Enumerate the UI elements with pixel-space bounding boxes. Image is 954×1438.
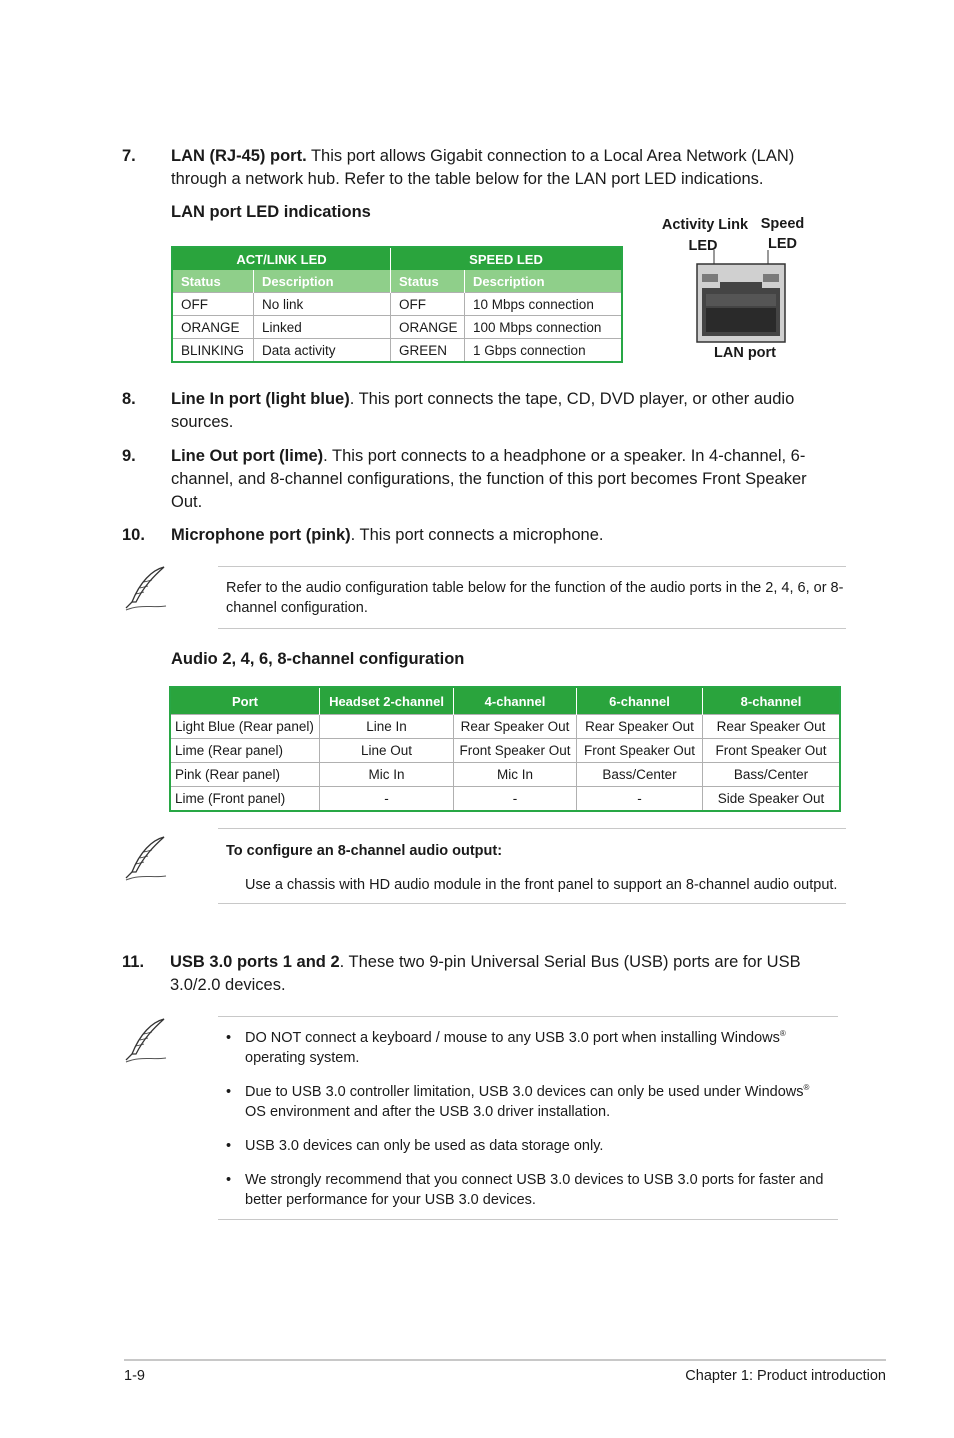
table-row bbox=[172, 339, 622, 363]
bullet-text: We strongly recommend that you connect USB 3.0 devices to USB 3.0 ports for faster and better performance for your USB 3.0 devices. bbox=[245, 1172, 824, 1208]
table-cell: ORANGE bbox=[391, 316, 465, 339]
audio-header: 8-channel bbox=[703, 687, 841, 715]
item-title: Line Out port (lime) bbox=[171, 447, 324, 465]
item-11 bbox=[122, 951, 844, 997]
speed-label-line: Speed bbox=[760, 216, 805, 232]
table-cell: Line Out bbox=[320, 739, 454, 763]
note-usb bbox=[218, 1016, 838, 1220]
table-row bbox=[172, 316, 622, 339]
item-body: . This port connects to a headphone or a speaker. In 4-channel, 6-channel, and 8-channel configurations, the function of this port becomes Front Speaker Out. bbox=[171, 447, 807, 511]
page-number: 1-9 bbox=[124, 1368, 145, 1384]
note-8-channel bbox=[218, 828, 846, 904]
bullet-text: DO NOT connect a keyboard / mouse to any USB 3.0 port when installing Windows bbox=[245, 1030, 780, 1046]
table-cell: Line In bbox=[320, 715, 454, 739]
item-8 bbox=[122, 388, 842, 434]
table-cell: Front Speaker Out bbox=[703, 739, 841, 763]
lan-led-table bbox=[171, 246, 623, 363]
audio-header: Headset 2-channel bbox=[320, 687, 454, 715]
table-cell: ORANGE bbox=[172, 316, 254, 339]
note-audio-config bbox=[218, 566, 846, 629]
bullet-icon: • bbox=[226, 1084, 232, 1100]
note-feather-icon bbox=[122, 564, 170, 612]
note-feather-icon bbox=[122, 1016, 170, 1064]
item-number: 8. bbox=[122, 390, 136, 408]
item-body: . These two 9-pin Universal Serial Bus (USB) ports are for USB 3.0/2.0 devices. bbox=[170, 953, 801, 994]
table-cell: Lime (Front panel) bbox=[170, 787, 320, 812]
table-cell: OFF bbox=[391, 293, 465, 316]
lan-subheader: Status bbox=[172, 270, 254, 293]
item-10 bbox=[122, 524, 842, 547]
audio-config-table bbox=[169, 686, 841, 812]
bullet-icon: • bbox=[226, 1030, 232, 1046]
bullet-text: Due to USB 3.0 controller limitation, USB 3.0 devices can only be used under Windows bbox=[245, 1084, 804, 1100]
note-text: Refer to the audio configuration table below for the function of the audio ports in the 2, 4, 6, or 8-channel configuration. bbox=[226, 580, 844, 616]
table-cell: Light Blue (Rear panel) bbox=[170, 715, 320, 739]
item-title: LAN (RJ-45) port. bbox=[171, 147, 307, 165]
table-cell: GREEN bbox=[391, 339, 465, 363]
speed-label-line: LED bbox=[768, 236, 797, 252]
table-row bbox=[170, 787, 840, 812]
bullet-text: USB 3.0 devices can only be used as data storage only. bbox=[245, 1138, 604, 1154]
note-feather-icon bbox=[122, 834, 170, 882]
table-cell: No link bbox=[254, 293, 391, 316]
list-item bbox=[226, 1028, 838, 1068]
item-9 bbox=[122, 445, 842, 514]
speed-led-label bbox=[755, 214, 810, 254]
list-item bbox=[226, 1136, 838, 1156]
table-cell: OFF bbox=[172, 293, 254, 316]
footer-divider bbox=[124, 1359, 886, 1361]
table-cell: Lime (Rear panel) bbox=[170, 739, 320, 763]
table-cell: Rear Speaker Out bbox=[703, 715, 841, 739]
lan-group-header: SPEED LED bbox=[391, 247, 623, 270]
list-item bbox=[226, 1170, 825, 1210]
item-title: Line In port (light blue) bbox=[171, 390, 350, 408]
lan-port-icon bbox=[690, 250, 790, 346]
audio-header: Port bbox=[170, 687, 320, 715]
bullet-text: OS environment and after the USB 3.0 driver installation. bbox=[245, 1104, 611, 1120]
lan-port-label: LAN port bbox=[713, 345, 776, 361]
lan-subheader: Description bbox=[254, 270, 391, 293]
registered-mark: ® bbox=[803, 1083, 810, 1093]
activity-label-line: LED bbox=[688, 238, 718, 254]
lan-heading: LAN port LED indications bbox=[171, 203, 371, 221]
item-body: . This port connects the tape, CD, DVD player, or other audio sources. bbox=[171, 390, 795, 431]
table-cell: Rear Speaker Out bbox=[577, 715, 703, 739]
table-cell: Pink (Rear panel) bbox=[170, 763, 320, 787]
table-cell: 1 Gbps connection bbox=[465, 339, 623, 363]
item-title: USB 3.0 ports 1 and 2 bbox=[170, 953, 340, 971]
list-item bbox=[226, 1082, 838, 1122]
item-number: 9. bbox=[122, 447, 136, 465]
item-number: 7. bbox=[122, 147, 136, 165]
lan-group-header: ACT/LINK LED bbox=[172, 247, 391, 270]
table-cell: Bass/Center bbox=[703, 763, 841, 787]
table-cell: - bbox=[577, 787, 703, 812]
item-title: Microphone port (pink) bbox=[171, 526, 351, 544]
table-cell: Data activity bbox=[254, 339, 391, 363]
item-7 bbox=[122, 145, 842, 191]
table-row bbox=[170, 739, 840, 763]
table-cell: Linked bbox=[254, 316, 391, 339]
table-cell: 100 Mbps connection bbox=[465, 316, 623, 339]
bullet-text: operating system. bbox=[245, 1050, 360, 1066]
table-row bbox=[170, 715, 840, 739]
table-row bbox=[170, 763, 840, 787]
item-body: This port allows Gigabit connection to a Local Area Network (LAN) through a network hub. Refer to the table below for the LAN port LED indications. bbox=[171, 147, 795, 188]
table-cell: - bbox=[320, 787, 454, 812]
item-number: 10. bbox=[122, 526, 145, 544]
note-text: Use a chassis with HD audio module in the front panel to support an 8-channel audio output. bbox=[245, 877, 838, 893]
table-cell: 10 Mbps connection bbox=[465, 293, 623, 316]
table-row bbox=[172, 293, 622, 316]
activity-label-line: Activity Link bbox=[661, 217, 749, 233]
item-number: 11. bbox=[122, 953, 145, 971]
table-cell: Mic In bbox=[454, 763, 577, 787]
bullet-icon: • bbox=[226, 1172, 232, 1188]
audio-heading: Audio 2, 4, 6, 8-channel configuration bbox=[171, 650, 465, 668]
table-cell: Bass/Center bbox=[577, 763, 703, 787]
table-cell: - bbox=[454, 787, 577, 812]
item-body: . This port connects a microphone. bbox=[350, 526, 604, 544]
table-cell: Rear Speaker Out bbox=[454, 715, 577, 739]
lan-subheader: Status bbox=[391, 270, 465, 293]
note-title: To configure an 8-channel audio output: bbox=[226, 843, 503, 859]
table-cell: Front Speaker Out bbox=[577, 739, 703, 763]
audio-header: 6-channel bbox=[577, 687, 703, 715]
table-cell: Front Speaker Out bbox=[454, 739, 577, 763]
lan-subheader: Description bbox=[465, 270, 623, 293]
table-cell: Mic In bbox=[320, 763, 454, 787]
table-cell: BLINKING bbox=[172, 339, 254, 363]
registered-mark: ® bbox=[779, 1029, 786, 1039]
table-cell: Side Speaker Out bbox=[703, 787, 841, 812]
audio-header: 4-channel bbox=[454, 687, 577, 715]
chapter-title: Chapter 1: Product introduction bbox=[685, 1368, 886, 1384]
bullet-icon: • bbox=[226, 1138, 232, 1154]
